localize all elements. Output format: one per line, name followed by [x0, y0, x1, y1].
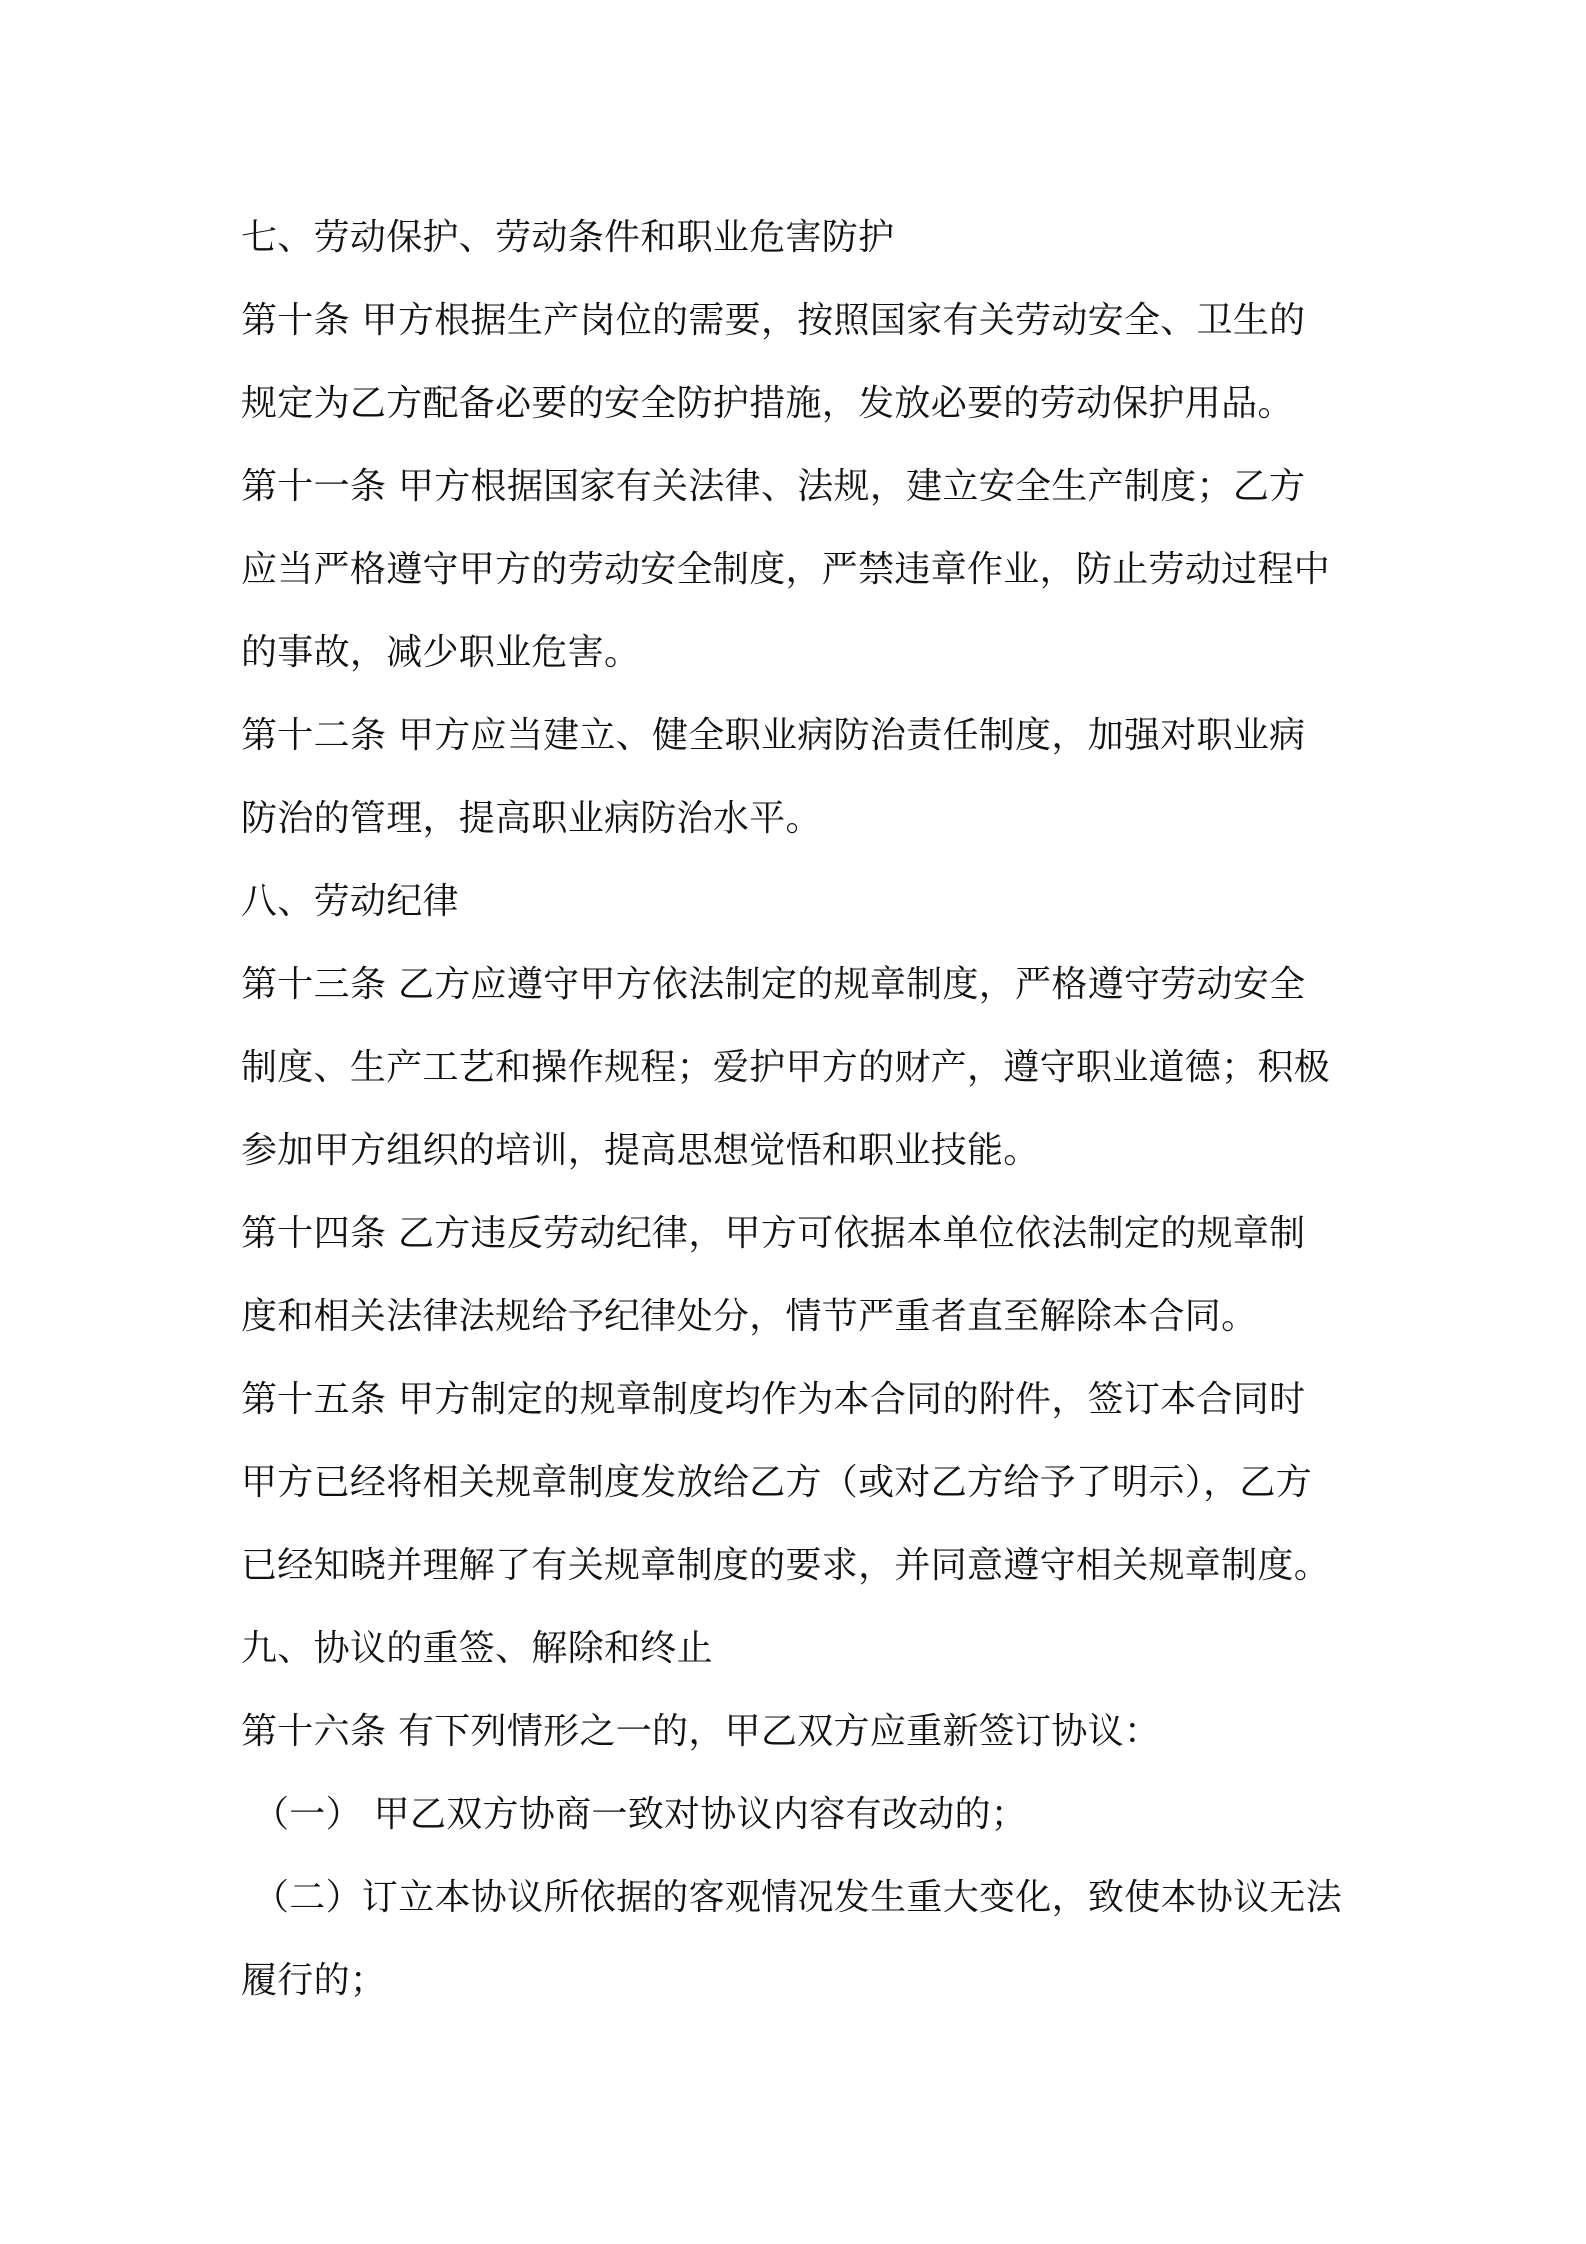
article-13-line-2: 制度、生产工艺和操作规程；爱护甲方的财产，遵守职业道德；积极 — [241, 1047, 1331, 1088]
article-11-line-1: 第十一条 甲方根据国家有关法律、法规，建立安全生产制度；乙方 — [241, 466, 1306, 507]
article-15-line-1: 第十五条 甲方制定的规章制度均作为本合同的附件，签订本合同时 — [241, 1379, 1306, 1420]
article-16-line-1: 第十六条 有下列情形之一的，甲乙双方应重新签订协议： — [241, 1711, 1161, 1752]
section-heading-9: 九、协议的重签、解除和终止 — [241, 1628, 713, 1669]
article-15-line-2: 甲方已经将相关规章制度发放给乙方（或对乙方给予了明示），乙方 — [241, 1462, 1313, 1503]
article-11-line-2: 应当严格遵守甲方的劳动安全制度，严禁违章作业，防止劳动过程中 — [241, 549, 1331, 590]
article-10-line-2: 规定为乙方配备必要的安全防护措施，发放必要的劳动保护用品。 — [241, 383, 1294, 424]
document-body — [241, 196, 1361, 2022]
article-12-line-1: 第十二条 甲方应当建立、健全职业病防治责任制度，加强对职业病 — [241, 715, 1306, 756]
article-14-line-2: 度和相关法律法规给予纪律处分，情节严重者直至解除本合同。 — [241, 1296, 1258, 1337]
article-10-line-1: 第十条 甲方根据生产岗位的需要，按照国家有关劳动安全、卫生的 — [241, 300, 1306, 341]
article-16-item-1: （一） 甲乙双方协商一致对协议内容有改动的； — [253, 1794, 1028, 1835]
article-16-item-2-line-1: （二）订立本协议所依据的客观情况发生重大变化，致使本协议无法 — [253, 1877, 1343, 1918]
article-13-line-3: 参加甲方组织的培训，提高思想觉悟和职业技能。 — [241, 1130, 1040, 1171]
article-14-line-1: 第十四条 乙方违反劳动纪律，甲方可依据本单位依法制定的规章制 — [241, 1213, 1306, 1254]
article-16-item-2-line-2: 履行的； — [241, 1960, 387, 2001]
section-heading-8: 八、劳动纪律 — [241, 881, 459, 922]
article-15-line-3: 已经知晓并理解了有关规章制度的要求，并同意遵守相关规章制度。 — [241, 1545, 1331, 1586]
article-11-line-3: 的事故，减少职业危害。 — [241, 632, 641, 673]
article-13-line-1: 第十三条 乙方应遵守甲方依法制定的规章制度，严格遵守劳动安全 — [241, 964, 1306, 1005]
article-12-line-2: 防治的管理，提高职业病防治水平。 — [241, 798, 822, 839]
section-heading-7: 七、劳动保护、劳动条件和职业危害防护 — [241, 217, 895, 258]
